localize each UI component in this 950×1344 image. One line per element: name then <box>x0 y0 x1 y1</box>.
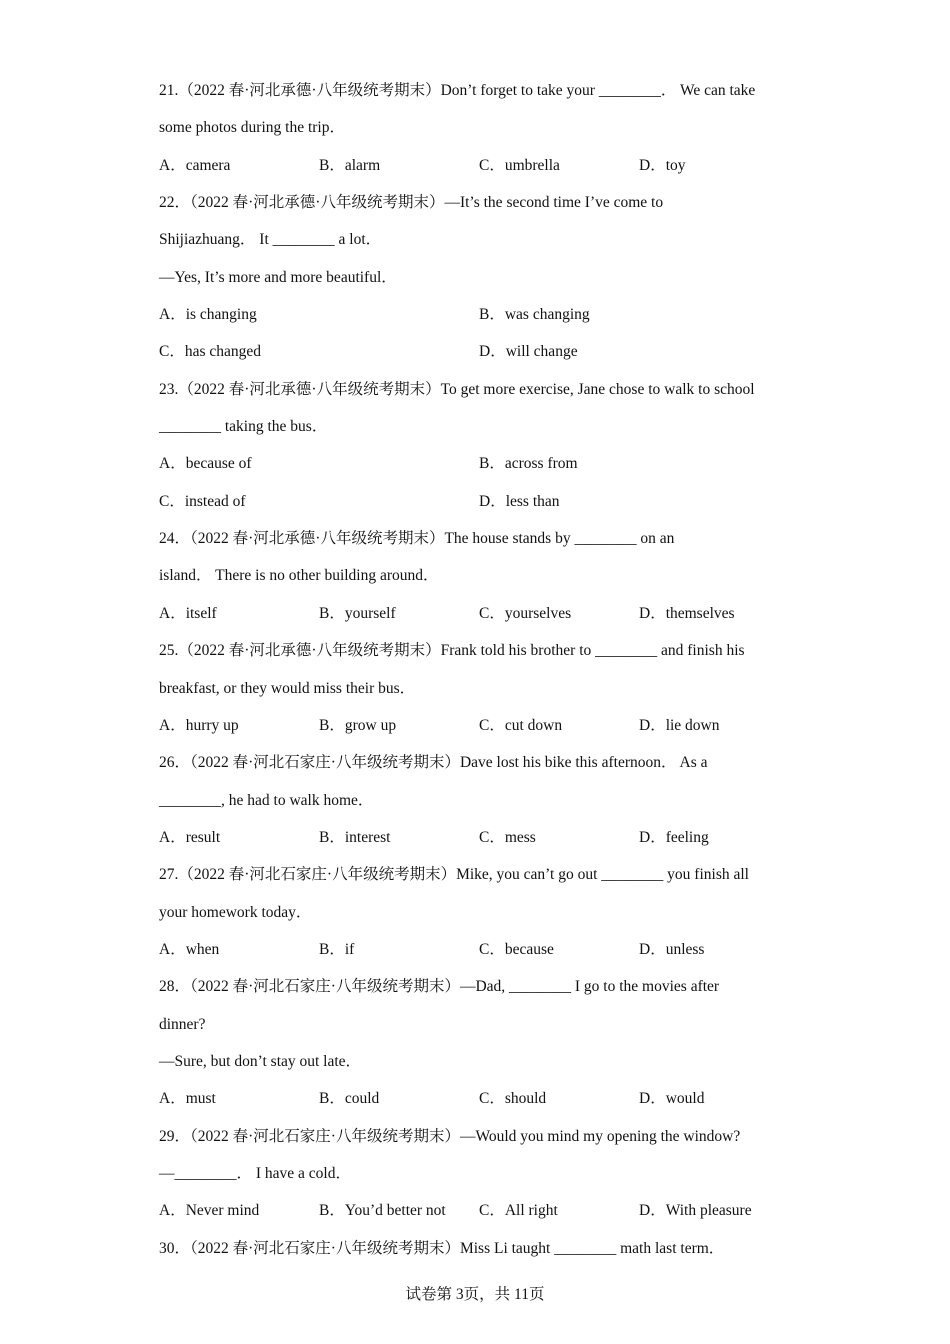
options-row <box>159 483 799 520</box>
question-text: 22．（2022 春·河北承德·八年级统考期末）—It’s the second time I’ve come to <box>159 194 664 212</box>
options-row <box>159 707 799 744</box>
option-a: A．Never mind <box>159 1202 260 1220</box>
options-row <box>159 1192 799 1229</box>
option-c: C．because <box>479 940 554 958</box>
option-a: A．must <box>159 1090 216 1108</box>
question-26 <box>159 744 799 856</box>
options-row <box>159 296 799 333</box>
question-21 <box>159 72 799 184</box>
question-text: —________． I have a cold． <box>159 1164 351 1182</box>
question-text: 26．（2022 春·河北石家庄·八年级统考期末）Dave lost his bike this afternoon． As a <box>159 754 708 772</box>
option-b: B．alarm <box>319 156 381 174</box>
question-27 <box>159 856 799 968</box>
option-c: C．should <box>479 1090 547 1108</box>
question-22 <box>159 184 799 371</box>
option-a: A．hurry up <box>159 716 239 734</box>
question-29 <box>159 1118 799 1230</box>
question-24 <box>159 520 799 632</box>
option-c: C．instead of <box>159 492 246 510</box>
question-text: 27.（2022 春·河北石家庄·八年级统考期末）Mike, you can’t go out ________ you finish all <box>159 866 749 884</box>
option-d: D．lie down <box>639 716 720 734</box>
question-30 <box>159 1230 799 1267</box>
option-d: D．toy <box>639 156 686 174</box>
question-text: ________ taking the bus． <box>159 418 328 436</box>
question-text: 23.（2022 春·河北承德·八年级统考期末）To get more exercise, Jane chose to walk to school <box>159 380 755 398</box>
option-a: A．because of <box>159 455 252 473</box>
option-d: D．unless <box>639 940 705 958</box>
option-a: A．itself <box>159 604 217 622</box>
option-d: D．would <box>639 1090 705 1108</box>
option-d: D．themselves <box>639 604 735 622</box>
options-row <box>159 1080 799 1117</box>
option-b: B．across from <box>479 455 578 473</box>
question-text: 28．（2022 春·河北石家庄·八年级统考期末）—Dad, ________ I go to the movies after <box>159 978 720 996</box>
options-row <box>159 595 799 632</box>
option-d: D．less than <box>479 492 560 510</box>
question-text: 30．（2022 春·河北石家庄·八年级统考期末）Miss Li taught ________ math last term． <box>159 1239 725 1257</box>
option-c: C．cut down <box>479 716 563 734</box>
question-text: Shijiazhuang． It ________ a lot． <box>159 231 382 249</box>
question-text: 24．（2022 春·河北承德·八年级统考期末）The house stands by ________ on an <box>159 530 675 548</box>
option-b: B．yourself <box>319 604 396 622</box>
option-a: A．camera <box>159 156 231 174</box>
question-text: your homework today． <box>159 903 312 921</box>
option-b: B．You’d better not <box>319 1202 446 1220</box>
option-d: D．will change <box>479 343 578 361</box>
option-b: B．grow up <box>319 716 397 734</box>
option-a: A．result <box>159 828 221 846</box>
question-text: 25.（2022 春·河北承德·八年级统考期末）Frank told his brother to ________ and finish his <box>159 642 745 660</box>
option-d: D．feeling <box>639 828 709 846</box>
question-23 <box>159 371 799 520</box>
option-c: C．umbrella <box>479 156 560 174</box>
option-c: C．yourselves <box>479 604 572 622</box>
exam-page <box>159 72 799 1267</box>
question-text: 21.（2022 春·河北承德·八年级统考期末）Don’t forget to take your ________． We can take <box>159 82 756 99</box>
question-text: —Yes, It’s more and more beautiful． <box>159 268 397 286</box>
option-c: C．mess <box>479 828 536 846</box>
option-a: A．when <box>159 940 220 958</box>
question-text: 29．（2022 春·河北石家庄·八年级统考期末）—Would you mind my opening the window? <box>159 1127 741 1145</box>
option-b: B．if <box>319 940 355 958</box>
option-c: C．All right <box>479 1202 558 1220</box>
question-25 <box>159 632 799 744</box>
option-d: D．With pleasure <box>639 1202 752 1220</box>
option-b: B．could <box>319 1090 380 1108</box>
page-footer: 试卷第 3页，共 11页 <box>405 1286 545 1303</box>
question-text: breakfast, or they would miss their bus． <box>159 679 416 697</box>
question-text: dinner? <box>159 1015 206 1033</box>
question-text: —Sure, but don’t stay out late． <box>159 1052 362 1070</box>
option-b: B．interest <box>319 828 391 846</box>
question-text: some photos during the trip． <box>159 119 345 137</box>
options-row <box>159 147 799 184</box>
option-c: C．has changed <box>159 343 262 361</box>
option-b: B．was changing <box>479 306 590 324</box>
options-row <box>159 333 799 370</box>
options-row <box>159 931 799 968</box>
options-row <box>159 819 799 856</box>
options-row <box>159 445 799 482</box>
question-text: island． There is no other building around． <box>159 567 439 585</box>
question-28 <box>159 968 799 1117</box>
question-text: ________, he had to walk home． <box>159 791 374 809</box>
option-a: A．is changing <box>159 306 257 324</box>
